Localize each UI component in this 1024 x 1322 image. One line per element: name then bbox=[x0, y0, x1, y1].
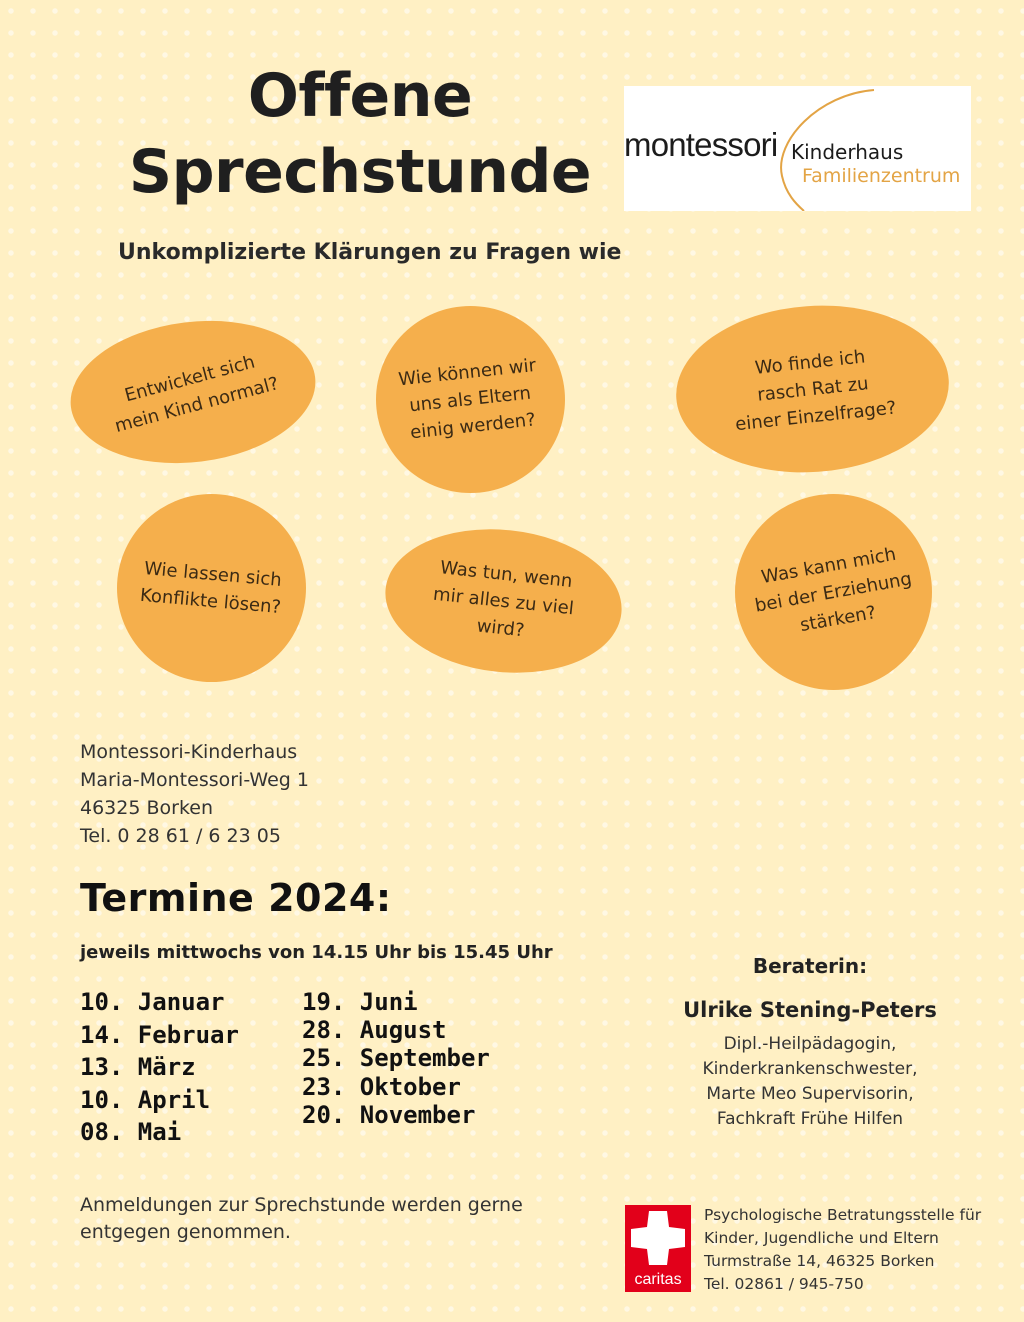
date-item: 25. September bbox=[302, 1044, 490, 1073]
dates-column-1 bbox=[80, 986, 239, 1149]
question-bubble-2 bbox=[376, 306, 565, 493]
date-item: 10. April bbox=[80, 1085, 211, 1114]
logo-kinderhaus-text: Kinderhaus bbox=[791, 140, 904, 164]
question-bubble-6 bbox=[735, 494, 932, 690]
termine-time: jeweils mittwochs von 14.15 Uhr bis 15.45 Uhr bbox=[80, 942, 553, 963]
page-title bbox=[100, 58, 620, 210]
title-line-2: Sprechstunde bbox=[128, 137, 592, 207]
logo-montessori-text: montessori bbox=[624, 126, 778, 163]
question-bubble-1 bbox=[62, 308, 323, 477]
dates-column-2 bbox=[302, 988, 490, 1129]
caritas-line: Turmstraße 14, 46325 Borken bbox=[704, 1252, 935, 1270]
question-text: Wie lassen sich Konflikte lösen? bbox=[138, 558, 283, 619]
address-block bbox=[80, 738, 309, 850]
date-item: 13. März bbox=[80, 1053, 196, 1081]
beraterin-role: Marte Meo Supervisorin, bbox=[706, 1084, 914, 1104]
question-bubble-5 bbox=[378, 518, 629, 684]
date-item: 14. Februar bbox=[80, 1020, 239, 1049]
anmeldung-note: Anmeldungen zur Sprechstunde werden gerne entgegen genommen. bbox=[80, 1194, 523, 1243]
caritas-logo-text: caritas bbox=[634, 1271, 682, 1288]
question-bubble-3 bbox=[671, 297, 955, 482]
caritas-cross-icon bbox=[625, 1205, 691, 1271]
question-bubble-4 bbox=[117, 494, 306, 682]
address-name: Montessori-Kinderhaus bbox=[80, 741, 298, 763]
question-text: Wo finde ich rasch Rat zu einer Einzelfrage? bbox=[733, 345, 897, 435]
beraterin-role: Fachkraft Frühe Hilfen bbox=[716, 1109, 904, 1129]
date-item: 10. Januar bbox=[80, 988, 225, 1016]
address-street: Maria-Montessori-Weg 1 bbox=[80, 769, 309, 791]
caritas-line: Tel. 02861 / 945-750 bbox=[704, 1275, 864, 1293]
caritas-line: Psychologische Betratungsstelle für bbox=[704, 1206, 982, 1224]
question-text: Wie können wir uns als Eltern einig werden? bbox=[397, 354, 538, 444]
beraterin-role: Kinderkrankenschwester, bbox=[702, 1059, 918, 1079]
termine-heading: Termine 2024: bbox=[80, 876, 392, 920]
address-city: 46325 Borken bbox=[80, 797, 214, 819]
caritas-contact bbox=[704, 1204, 981, 1296]
beraterin-role: Dipl.-Heilpädagogin, bbox=[723, 1034, 897, 1054]
title-line-1: Offene bbox=[247, 61, 473, 131]
date-item: 20. November bbox=[302, 1100, 476, 1129]
question-text: Was kann mich bei der Erziehung stärken? bbox=[753, 543, 914, 636]
caritas-logo bbox=[625, 1205, 691, 1292]
montessori-logo bbox=[624, 86, 971, 211]
question-text: Was tun, wenn mir alles zu viel wird? bbox=[432, 556, 575, 641]
logo-familienzentrum-text: Familienzentrum bbox=[802, 165, 961, 187]
question-text: Entwickelt sich mein Kind normal? bbox=[112, 351, 281, 438]
beraterin-roles bbox=[660, 1032, 960, 1132]
subtitle: Unkomplizierte Klärungen zu Fragen wie bbox=[118, 240, 622, 265]
date-item: 23. Oktober bbox=[302, 1072, 461, 1101]
date-item: 28. August bbox=[302, 1016, 447, 1045]
caritas-line: Kinder, Jugendliche und Eltern bbox=[704, 1229, 939, 1247]
address-phone: Tel. 0 28 61 / 6 23 05 bbox=[80, 825, 281, 847]
beraterin-name: Ulrike Stening-Peters bbox=[683, 998, 937, 1022]
beraterin-heading: Beraterin: bbox=[752, 954, 868, 978]
date-item: 08. Mai bbox=[80, 1118, 182, 1146]
date-item: 19. Juni bbox=[302, 988, 418, 1016]
